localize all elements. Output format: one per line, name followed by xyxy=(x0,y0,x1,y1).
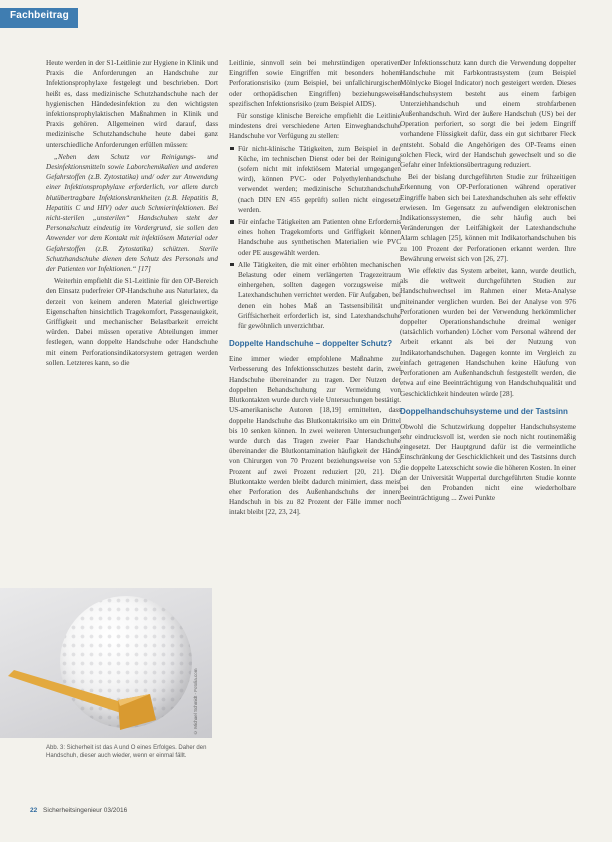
subheading: Doppelhandschuhsysteme und der Tastsinn xyxy=(400,406,568,416)
figure-caption: Abb. 3: Sicherheit ist das A und O eines Erfolges. Daher den Handschuh, dieser auch wieder, wenn er einmal fällt. xyxy=(46,745,207,759)
golf-tee-image xyxy=(0,638,170,738)
page-number: 22 xyxy=(30,807,38,814)
bullet-item: Alle Tätigkeiten, die mit einer erhöhten mechanischen Belastung oder einem verlängerten Tragezeitraum einhergehen, sollten dagegen vorzugsweise mit Latexhandschuhen verrichtet werden. Für Aufgaben, bei denen ein hohes Maß an Tastsensibilität und Griffsicherheit erforderlich ist, sind Latexhandschuhe für gewöhnlich unverzichtbar. xyxy=(229,260,401,331)
paragraph: Wie effektiv das System arbeitet, kann, wurde deutlich, als die weltweit durchgeführten Studien zur Handschuhwechsel im Rahmen einer Meta-Analyse miteinander verglichen wurden. Bei der Analyse von 976 Perforationen wurden bei der Verwendung herkömmlicher doppelter Operationshandschuhe dreimal weniger (tatsächlich vorhanden) Löcher vom Personal während der Arbeit erkannt als bei der Nutzung von Indikatorhandschuhen. Dagegen konnte im Vergleich zu einfach getragenen Handschuhen keine Häufung von Perforationen am Außenhandschuh festgestellt werden, die etwa auf eine Beeinträchtigung von Handschuhqualität und Geschicklichkeit hindeuten würde [28]. xyxy=(400,267,576,398)
subheading: Doppelte Handschuhe – doppelter Schutz? xyxy=(229,339,393,349)
paragraph: Der Infektionsschutz kann durch die Verwendung doppelter Handschuhe mit Farbkontrastsystem (zum Beispiel Mölnlycke Biogel Indicator) noch gesteigert werden. Dieses Handschuhsystem besteht aus einem farbigen Unterziehhandschuh und einem strohfarbenen Außenhandschuh. Wird der äußere Handschuh (US) bei der Operation perforiert, so sorgt die bei jedem Eingriff vorhandene Flüssigkeit dafür, dass ein gut sichtbarer Fleck entsteht. Sobald die Angehörigen des OP-Teams einen solchen Fleck, wird der Handschuh gewechselt und so die Gefahr einer Infektionsübertragung reduziert. xyxy=(400,59,576,170)
paragraph: Heute werden in der S1-Leitlinie zur Hygiene in Klinik und Praxis die Anforderungen an Handschuhe zur Infektionsprophylaxe festgelegt und beschrieben. Dort heißt es, dass medizinische Schutzhandschuhe nach der hygienischen Händedesinfektion zu den wichtigsten infektionsprophylaktischen Maßnahmen in Klinik und Praxis gehören. Allgemeinen wird darauf, dass medizinische Schutzhandschuhe heute dabei ganz unterschiedliche Anforderungen erfüllen müssen: xyxy=(46,59,218,149)
journal-name: Sicherheitsingenieur 03/2016 xyxy=(43,807,128,814)
bullet-item: Für nicht-klinische Tätigkeiten, zum Beispiel in der Küche, im technischen Dienst oder bei der Reinigung (sofern nicht mit infektiösem Material umgegangen wird), können PVC- oder Polyethylenhandschuhe verwendet werden; medizinische Schutzhandschuhe (nach DIN EN 455 geprüft) sollen nicht eingesetzt werden. xyxy=(229,144,401,215)
photo-credit: © Michael Schmidt - Fotolia.com xyxy=(193,668,198,735)
text-column-2 xyxy=(229,58,401,758)
bullet-list xyxy=(229,144,401,332)
paragraph: Eine immer wieder empfohlene Maßnahme zur Verbesserung des Infektionsschutzes besteht darin, zwei Handschuhe übereinander zu tragen. Der Nutzen der doppelten Behandschuhung zur Vermeidung von Blutkontakten wurde durch viele Untersuchungen bestätigt. US-amerikanische Autoren [18,19] ermittelten, dass doppelte Handschuhe das Blutkontaktrisiko um ein Drittel bis 10 senken können. In zwei weiteren Untersuchungen wurde durch das Tragen zweier Paar Handschuhe übereinander die Blutkontamination häufigkeit der Hände von Chirurgen von 70 Prozent beziehungsweise von 53 Prozent auf zwei Prozent reduziert [20, 21]. Die Blutkontakte werden bleibt dadurch minimiert, dass meist eher Perforation des Außenhandschuhs der innere Handschuh in bis zu 82 Prozent der Fälle immer noch intakt bleibt [22, 23, 24]. xyxy=(229,355,401,517)
golf-ball-photo xyxy=(0,588,212,738)
section-label: Fachbeitrag xyxy=(10,10,69,21)
paragraph: Obwohl die Schutzwirkung doppelter Handschuhsysteme sehr eindrucksvoll ist, werden sie noch nicht routinemäßig eingesetzt. Der Hauptgrund dafür ist die vermeintliche Einschränkung der Geschicklichkeit und des Tastsinns durch die doppelte Latexschicht sowie die höheren Kosten. In einer an der Universität Wuppertal durchgeführten Studie konnte bei den Probanden nicht eine wiederholbare Beeinträchtigung ... Zwei Punkte xyxy=(400,422,576,503)
text-column-3 xyxy=(400,58,576,788)
bullet-item: Für einfache Tätigkeiten am Patienten ohne Erfordernis eines hohen Tragekomforts und Griffigkeit können Handschuhe aus synthetischen Materialien wie PVC oder PE ausgewählt werden. xyxy=(229,217,401,258)
paragraph: Leitlinie, sinnvoll sein bei mehrstündigen operativen Eingriffen sowie Eingriffen mit besonders hohem Perforationsrisiko (zum Beispiel, bei unfallchirurgischen oder orthopädischen Eingriffen) beziehungsweise spezifischen Infektionsrisiko (zum Beispiel AIDS). xyxy=(229,59,401,108)
paragraph: Bei der bislang durchgeführten Studie zur frühzeitigen Erkennung von OP-Perforationen während operativer Eingriffe haben sich bei Latexhandschuhen als sehr effektiv erwiesen. Im Gegensatz zu aufwendigen elektronischen Indikationssystemen, die sehr häufig auch bei Veränderungen der Leitfähigkeit der Latexhandschuhe Alarm schlagen [25], können mit Indikatorhandschuhen bis zu 100 Prozent der Perforationen erkannt werden. Ihre Bewährung erweist sich von [26, 27]. xyxy=(400,173,576,263)
page-footer xyxy=(30,807,127,814)
text-column-1 xyxy=(46,58,218,578)
paragraph: Weiterhin empfiehlt die S1-Leitlinie für den OP-Bereich den Einsatz puderfreier OP-Handschuhe aus Naturlatex, da derzeit von keinem anderen Material gleichwertige Eigenschaften hinsichtlich Tragekomfort, Passgenauigkeit, Griffigkeit und mechanischer Belastbarkeit erreicht würden. Dabei müssen operative Abteilungen immer festlegen, wann doppelte Handschuhe oder Handschuhe mit einem Perforationsindikatorsystem getragen werden sollen. Letzteres kann, so die xyxy=(46,277,218,367)
paragraph: Für sonstige klinische Bereiche empfiehlt die Leitlinie mindestens drei verschiedene Arten Einweghandschuhe Handschuhe vor Verfügung zu stellen: xyxy=(229,112,401,141)
quote-paragraph: „Neben dem Schutz vor Reinigungs- und Desinfektionsmitteln sowie Laborchemikalien und anderen Gefahrstoffen (z.B. Zytostatika) und/ oder zur Anwendung einer Infektionsprophylaxe erforderlich, vor allem durch blutübertragbare Infektionskrankheiten (z.B. Hepatitis B, Hepatitis C und HIV) oder auch Schmierinfektionen. Bei nicht-sterilen „unsterilen“ Handschuhen steht der Personalschutz eindeutig im Vordergrund, sie sollen den Anwender vor dem Kontakt mit infektiösem Material oder Gefahrstoffen (z.B. Zytostatika) schützen. Sterile Schutzhandschuhe dienen dem Schutz des Personals und der Patienten vor Infektionen.“ [17] xyxy=(46,152,218,274)
